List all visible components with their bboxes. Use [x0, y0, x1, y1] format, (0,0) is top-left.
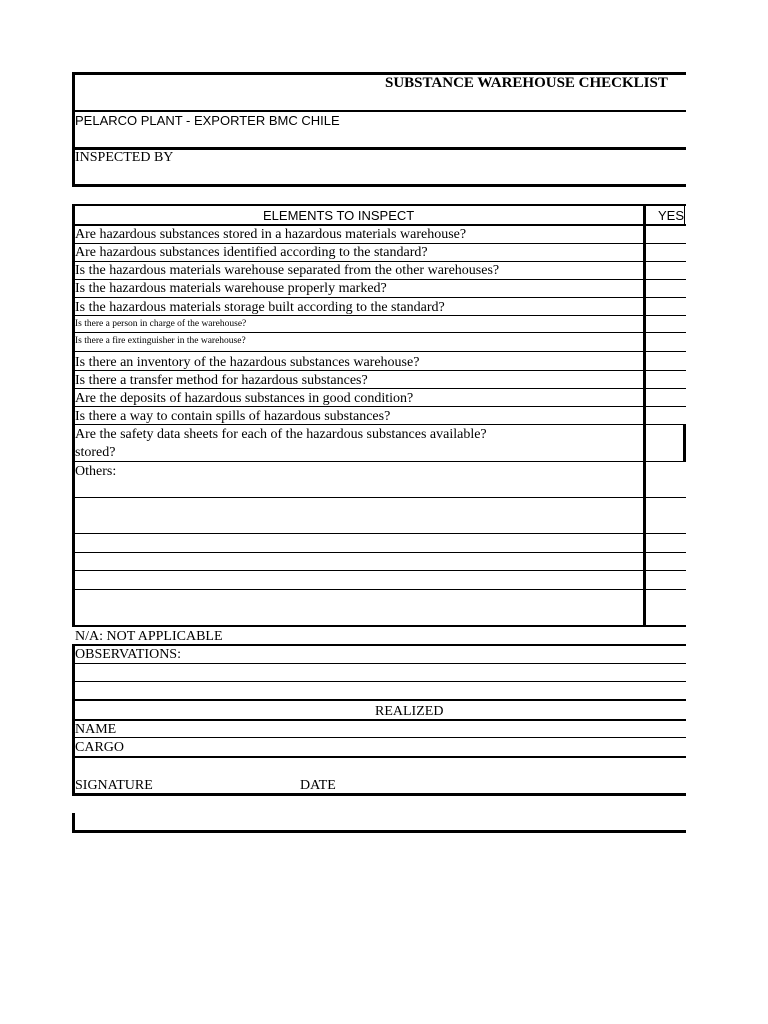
table-bottom-border: [72, 625, 686, 627]
row-divider: [72, 552, 686, 553]
checklist-item-12-continued: stored?: [75, 445, 116, 460]
observations-label: OBSERVATIONS:: [75, 647, 181, 662]
bottom-box-border: [72, 830, 686, 833]
inspected-by-label: INSPECTED BY: [75, 150, 174, 165]
row-divider: [72, 315, 686, 316]
header-bottom-border: [72, 184, 686, 187]
realized-heading: REALIZED: [375, 704, 444, 719]
cargo-line: [72, 756, 686, 758]
checklist-item-3: Is the hazardous materials warehouse separated from the other warehouses?: [75, 263, 500, 278]
row-divider: [72, 243, 686, 244]
plant-name: PELARCO PLANT - EXPORTER BMC CHILE: [75, 113, 340, 128]
row-divider: [72, 332, 686, 333]
checklist-item-2: Are hazardous substances identified according to the standard?: [75, 245, 428, 260]
na-note: N/A: NOT APPLICABLE: [75, 629, 223, 644]
name-label: NAME: [75, 722, 117, 737]
observations-line: [72, 681, 686, 682]
row-divider: [72, 589, 686, 590]
table-header-bottom: [72, 224, 686, 226]
yes-header-right: [684, 204, 685, 225]
row-divider: [72, 461, 686, 462]
row-divider: [72, 279, 686, 280]
checklist-title: SUBSTANCE WAREHOUSE CHECKLIST: [385, 75, 668, 91]
observations-line: [72, 663, 686, 664]
row-divider: [72, 261, 686, 262]
checklist-item-9: Is there a transfer method for hazardous substances?: [75, 373, 368, 388]
observations-top-border: [72, 644, 686, 646]
row-divider: [72, 388, 686, 389]
table-top-border: [72, 204, 686, 206]
col-header-yes: YES: [658, 208, 685, 223]
yes-cell-right-border: [683, 424, 686, 461]
col-header-elements: ELEMENTS TO INSPECT: [263, 208, 415, 223]
date-label: DATE: [300, 778, 336, 793]
checklist-item-10: Are the deposits of hazardous substances in good condition?: [75, 391, 414, 406]
header-left-border: [72, 72, 75, 187]
realized-bottom-border: [72, 719, 686, 721]
name-line: [72, 737, 686, 738]
row-divider: [72, 406, 686, 407]
checklist-item-1: Are hazardous substances stored in a hazardous materials warehouse?: [75, 227, 467, 242]
row-divider: [72, 424, 686, 425]
row-divider: [72, 351, 686, 352]
row-divider: [72, 570, 686, 571]
realized-top-border: [72, 699, 686, 701]
checklist-item-6: Is there a person in charge of the warehouse?: [75, 319, 247, 329]
signature-label: SIGNATURE: [75, 778, 153, 793]
others-label: Others:: [75, 464, 117, 479]
checklist-item-7: Is there a fire extinguisher in the warehouse?: [75, 336, 246, 346]
row-divider: [72, 370, 686, 371]
row-divider: [72, 497, 686, 498]
checklist-item-12: Are the safety data sheets for each of the hazardous substances available?: [75, 427, 487, 442]
row-divider: [72, 533, 686, 534]
table-yes-divider: [643, 204, 646, 627]
cargo-label: CARGO: [75, 740, 125, 755]
checklist-item-8: Is there an inventory of the hazardous substances warehouse?: [75, 355, 420, 370]
checklist-item-4: Is the hazardous materials warehouse properly marked?: [75, 281, 387, 296]
checklist-item-5: Is the hazardous materials storage built according to the standard?: [75, 300, 445, 315]
header-divider: [72, 110, 686, 112]
row-divider: [72, 297, 686, 298]
signature-bottom-border: [72, 793, 686, 796]
checklist-item-11: Is there a way to contain spills of hazardous substances?: [75, 409, 391, 424]
